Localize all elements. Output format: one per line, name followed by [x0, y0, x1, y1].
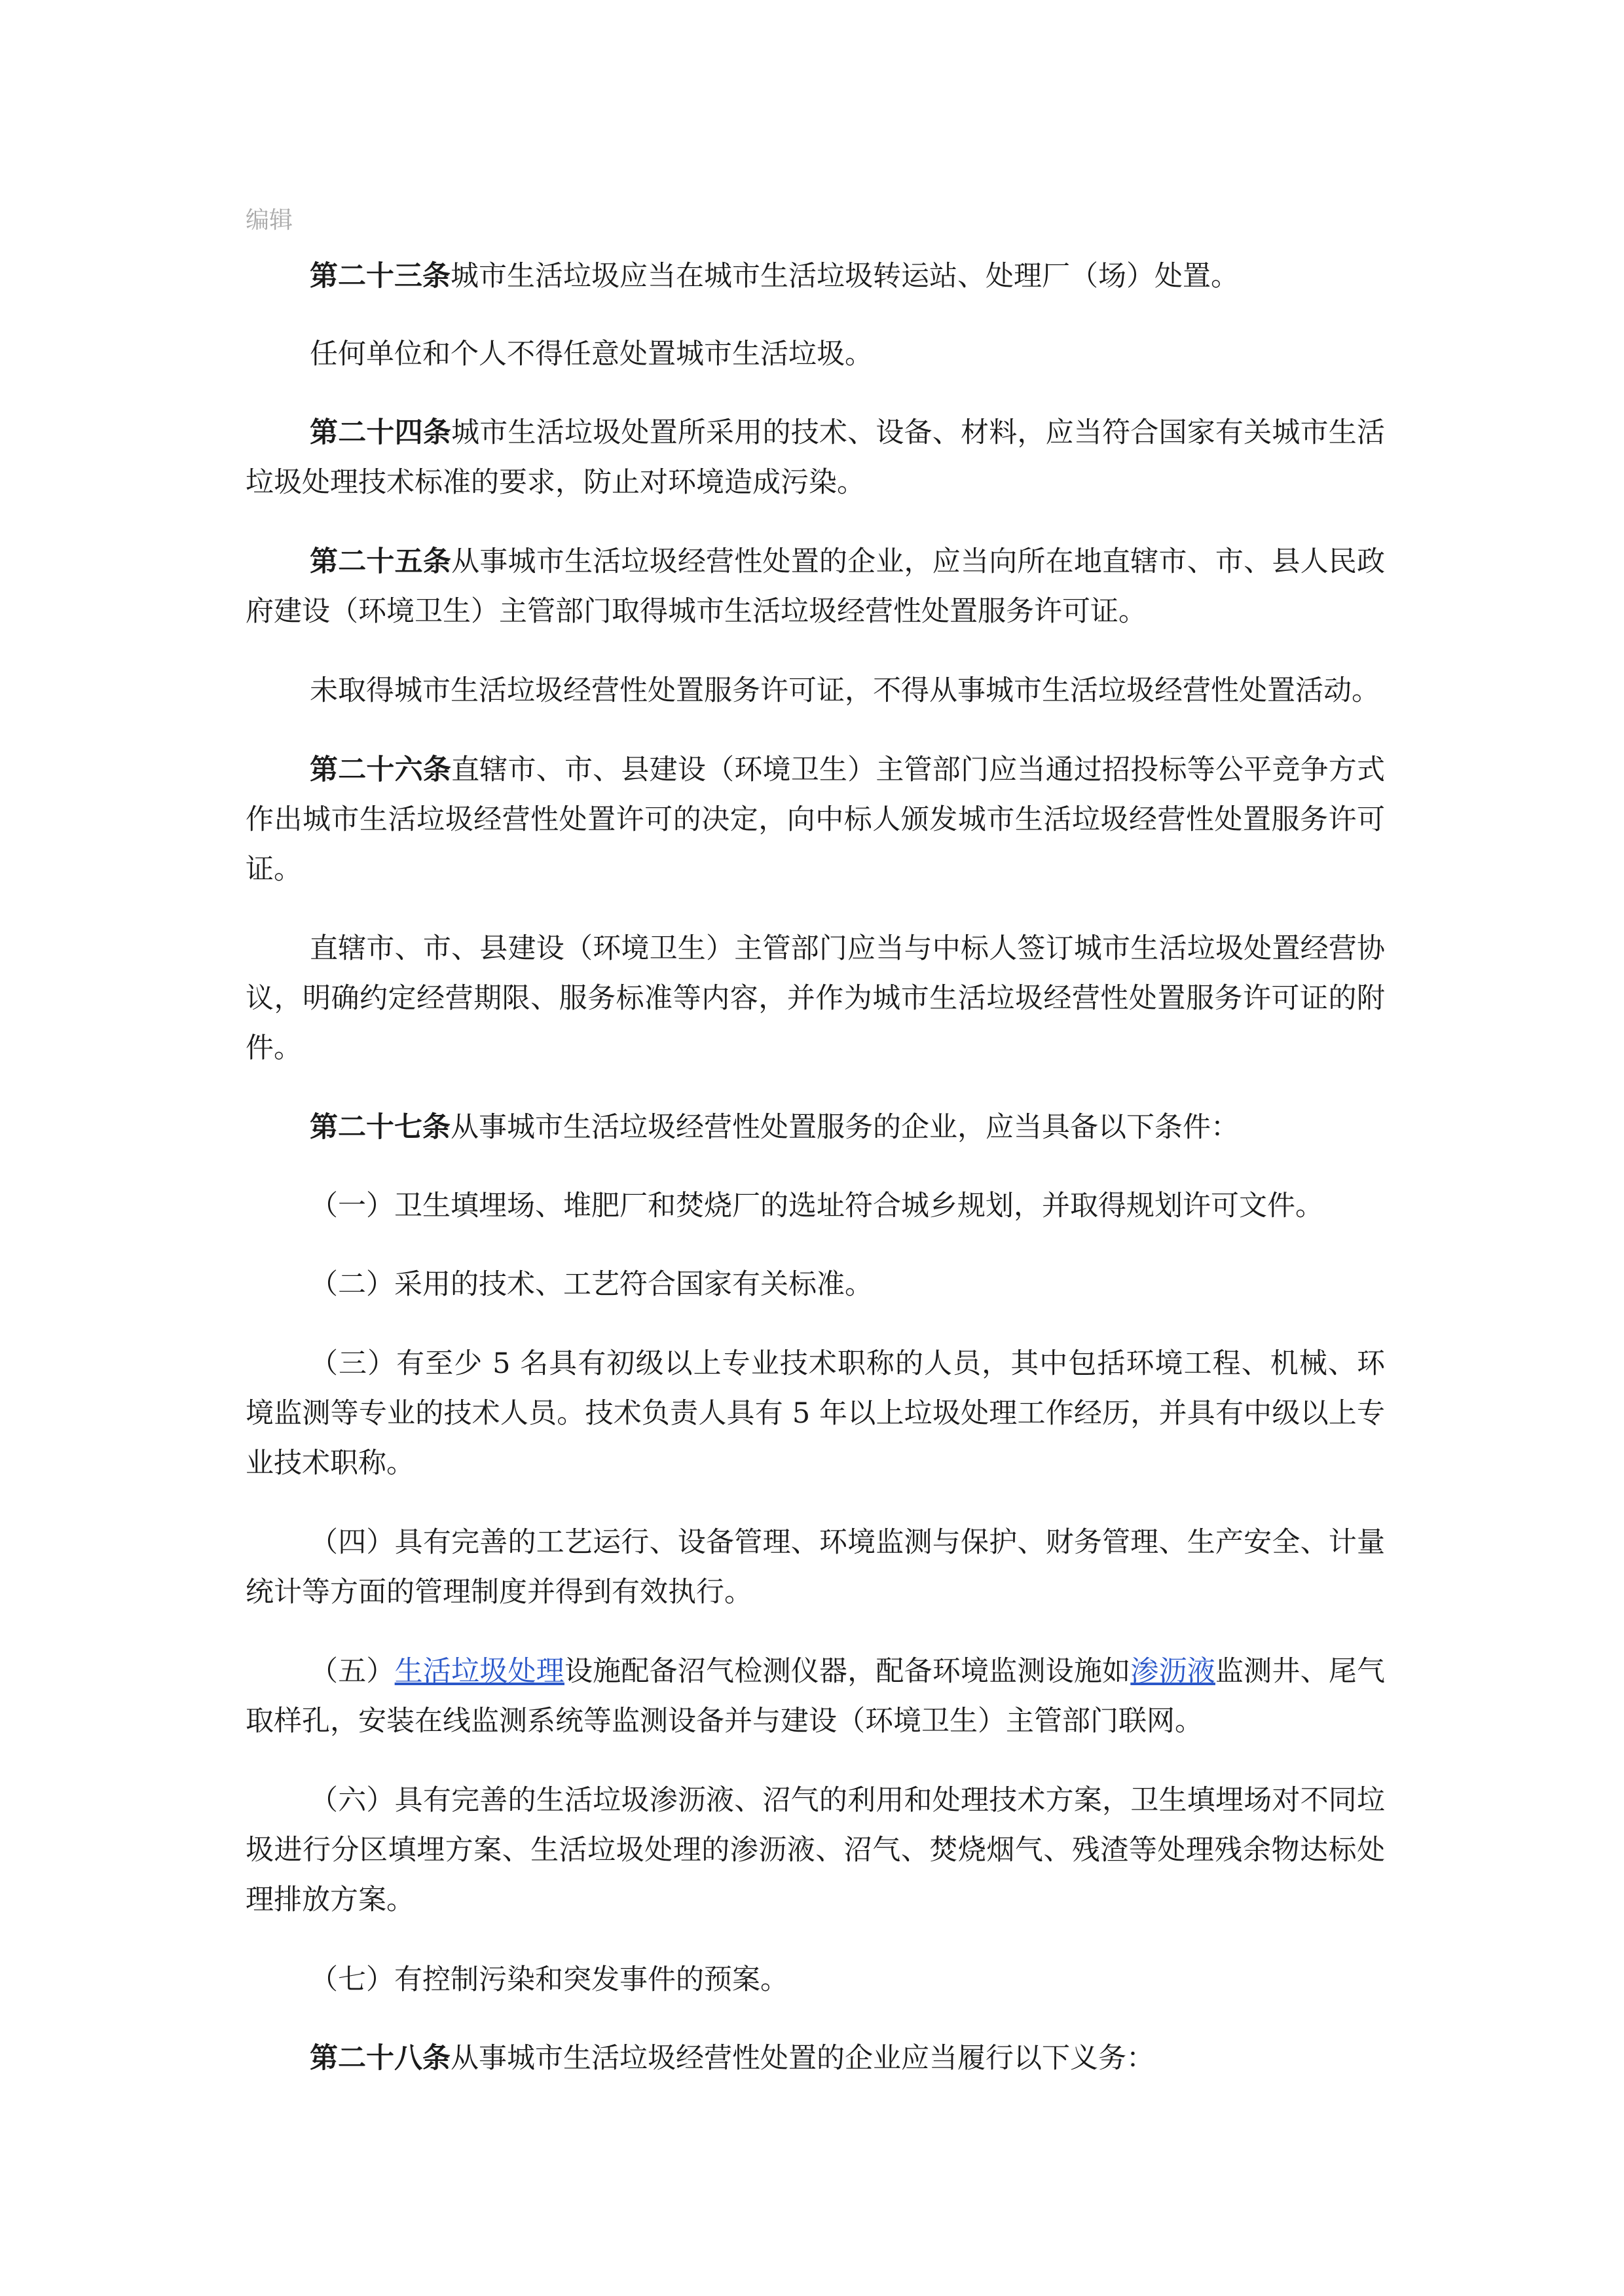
article-number: 第二十四条 — [310, 416, 452, 449]
paragraph-text: 从事城市生活垃圾经营性处置的企业，应当向所在地直辖市、市、县人民政府建设（环境卫生）主管部门取得城市生活垃圾经营性处置服务许可证。 — [246, 545, 1386, 628]
list-item — [246, 1518, 1385, 1617]
paragraph-article-28 — [246, 2033, 1385, 2083]
paragraph-text: 未取得城市生活垃圾经营性处置服务许可证，不得从事城市生活垃圾经营性处置活动。 — [310, 674, 1380, 707]
paragraph-article-24 — [246, 408, 1385, 507]
paragraph-text: 直辖市、市、县建设（环境卫生）主管部门应当通过招投标等公平竞争方式作出城市生活垃圾经营性处置许可的决定，向中标人颁发城市生活垃圾经营性处置服务许可证。 — [246, 754, 1386, 886]
paragraph-text: （六）具有完善的生活垃圾渗沥液、沼气的利用和处理技术方案，卫生填埋场对不同垃圾进行分区填埋方案、生活垃圾处理的渗沥液、沼气、焚烧烟气、残渣等处理残余物达标处理排放方案。 — [246, 1784, 1385, 1916]
paragraph — [246, 924, 1385, 1073]
paragraph-prefix: （五） — [310, 1655, 395, 1688]
paragraph-article-27 — [246, 1102, 1385, 1152]
paragraph-text: 从事城市生活垃圾经营性处置的企业应当履行以下义务： — [451, 2042, 1154, 2075]
list-item — [246, 1181, 1385, 1231]
link-leachate[interactable]: 渗沥液 — [1130, 1655, 1215, 1688]
paragraph-text: （七）有控制污染和突发事件的预案。 — [310, 1963, 788, 1996]
paragraph-text: 城市生活垃圾处置所采用的技术、设备、材料，应当符合国家有关城市生活垃圾处理技术标准的要求，防止对环境造成污染。 — [246, 416, 1386, 499]
edit-link[interactable]: 编辑 — [246, 207, 293, 234]
paragraph-text: 从事城市生活垃圾经营性处置服务的企业，应当具备以下条件： — [451, 1111, 1239, 1144]
list-item — [246, 1647, 1385, 1746]
paragraph-text: （四）具有完善的工艺运行、设备管理、环境监测与保护、财务管理、生产安全、计量统计等方面的管理制度并得到有效执行。 — [246, 1526, 1385, 1609]
article-number: 第二十七条 — [310, 1111, 451, 1144]
paragraph — [246, 666, 1385, 716]
paragraph-text: 直辖市、市、县建设（环境卫生）主管部门应当与中标人签订城市生活垃圾处置经营协议，明确约定经营期限、服务标准等内容，并作为城市生活垃圾经营性处置服务许可证的附件。 — [246, 932, 1385, 1065]
paragraph-article-23 — [246, 251, 1385, 301]
paragraph-text: 任何单位和个人不得任意处置城市生活垃圾。 — [310, 338, 873, 371]
paragraph-text: 设施配备沼气检测仪器，配备环境监测设施如 — [564, 1655, 1131, 1688]
paragraph — [246, 329, 1385, 379]
article-number: 第二十八条 — [310, 2042, 451, 2075]
article-number: 第二十五条 — [310, 545, 452, 578]
paragraph-text: 监测井、尾气取样孔，安装在线监测系统等监测设备并与建设（环境卫生）主管部门联网。 — [246, 1655, 1386, 1738]
paragraph-text: （一）卫生填埋场、堆肥厂和焚烧厂的选址符合城乡规划，并取得规划许可文件。 — [310, 1190, 1323, 1222]
paragraph-article-26 — [246, 745, 1385, 894]
list-item — [246, 1955, 1385, 2005]
paragraph-article-25 — [246, 537, 1385, 636]
link-waste-processing[interactable]: 生活垃圾处理 — [394, 1655, 564, 1688]
list-item — [246, 1776, 1385, 1925]
paragraph-text: （三）有至少 5 名具有初级以上专业技术职称的人员，其中包括环境工程、机械、环境监测等专业的技术人员。技术负责人具有 5 年以上垃圾处理工作经历，并具有中级以上专业技术职称。 — [246, 1347, 1385, 1480]
article-number: 第二十六条 — [310, 754, 452, 786]
paragraph-text: （二）采用的技术、工艺符合国家有关标准。 — [310, 1268, 873, 1301]
paragraph-text: 城市生活垃圾应当在城市生活垃圾转运站、处理厂（场）处置。 — [451, 260, 1239, 293]
list-item — [246, 1339, 1385, 1488]
article-number: 第二十三条 — [310, 260, 451, 293]
list-item — [246, 1260, 1385, 1309]
